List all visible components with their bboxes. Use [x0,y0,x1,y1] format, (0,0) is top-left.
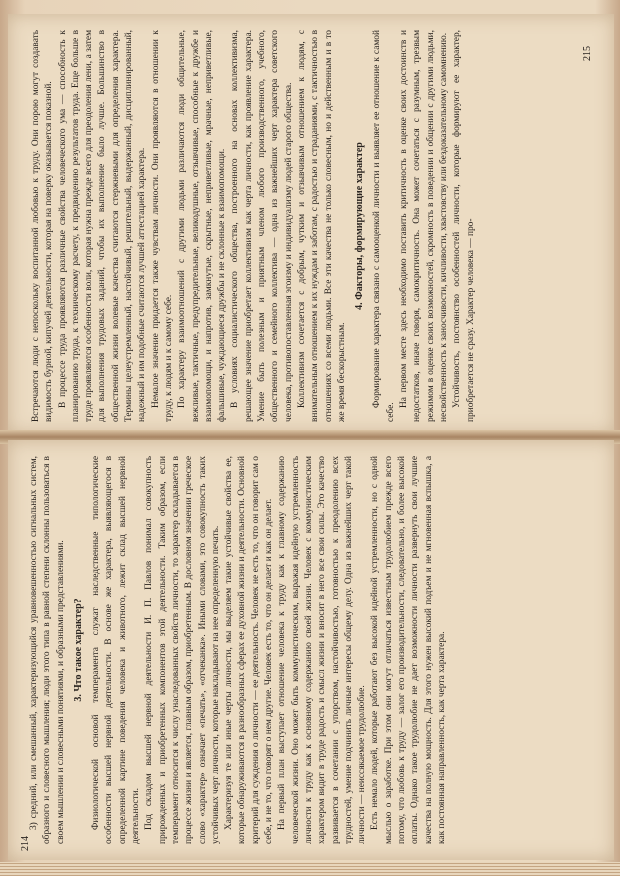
page-number: 214 [20,836,31,851]
paragraph: На первый план выступает отношение человека к труду как к главному содержанию человеческой жизни. Оно может быть коммунистическим, выражая идейную устремленность личности к труду как к основному содержанию своей жизни. Человек с коммунистическим характером видит в труде радость и смысл жизни и вносит в него все свои силы. Это качество развивается в сочетании с упорством, настойчивостью, готовностью к преодолению всех трудностей, умение подчинить личные интересы общему делу. Одна из важнейших черт такой личности — неиссякаемое трудолюбие. [277,456,368,844]
page-number: 215 [582,46,593,61]
page-214 [8,440,614,860]
paragraph: Есть немало людей, которые работают без высокой идейной устремленности, но с одной мыслью о заработке. При этом они могут отличаться известным трудолюбием прежде всего потому, что любовь к труду — залог его производительности, следовательно, и более высокой оплаты. Однако такое трудолюбие не дает возможности личности развернуть свои лучшие качества на полную мощность. Для этого нужен высокий подъем и не мгновенная вспышка, а как постоянная направленность, как черта характера. [370,456,447,844]
paragraph: Характеризуя те или иные черты личности, мы выделяем такие устойчивые свойства ее, которые обнаруживаются в разнообразных сферах ее духовной жизни и деятельности. Основной критерий для суждения о личности — ее деятельность. Человек не есть то, что он говорит сам о себе, и не то, что говорят о нем другие. Человек есть то, что он делает и как он делает. [224,456,275,844]
section-heading: 3. Что такое характер? [72,598,84,702]
page-edges [0,862,620,876]
paragraph: Формирование характера связано с самооценкой личности и выявляет ее отношение к самой себе. [372,30,396,422]
paragraph: В условиях социалистического общества, построенного на основах коллективизма, решающее значение приобретает коллективизм как черта личности, как проявление характера. Умение быть полезным и приятным членом любого производственного, учебного, общественного и семейного коллектива — одна из важнейших черт характера советского человека, противопоставленная эгоизму и индивидуализму людей старого общества. [230,30,294,422]
paragraph: В процессе труда проявляются различные свойства человеческого ума — способность к планированию труда, к техническому расчету, к предвидению результатов труда. Еще больше в труде проявляются особенности воли, которая нужна прежде всего для преодоления лени, а затем для выполнения трудовых заданий, чтобы их выполнение было лучше. Большинство в общественной жизни волевые качества считаются стержневыми для определения характера. Термины целеустремленный, настойчивый, решительный, выдержанный, дисциплинированный, надежный и им подобные считаются лучшей аттестацией характера. [57,30,148,422]
paragraph: 3) средний, или смешанный, характеризующийся уравновешенностью сигнальных систем, образного и словесного мышления; люди этого типа в равной степени склонны пользоваться в своем мышлении и словесными понятиями, и образными представлениями. [29,456,66,844]
paragraph: По характеру взаимоотношений с другими людьми различаются люди общительные, вежливые, тактичные, предупредительные, великодушные, отзывчивые, способные к дружбе и взаимопомощи, и напротив, замкнутые, скрытные, неприветливые, мрачные, неприветливые, фальшивые, чуждающиеся дружбы и не склонные к взаимопомощи. [177,30,228,422]
paragraph: Под складом высшей нервной деятельности И. П. Павлов понимал совокупность прирожденных и приобретенных компонентов этой деятельности. Таким образом, если темперамент относится к числу унаследованных свойств личности, то характер складывается в процессе жизни и является, главным образом, приобретенным. В дословном значении греческое слово «характер» означает «печать», «отчеканка». Иными словами, это совокупность таких устойчивых черт личности, которые накладывают на нее определенную печать. [144,456,221,844]
page-215-text [30,30,478,422]
paragraph: Физиологической основой темперамента служат наследственные типологические особенности высшей нервной деятельности. В основе же характера, выявляющегося в определенной картине поведения человека и животного, лежит склад высшей нервной деятельности. [91,456,142,844]
paragraph: Встречаются люди с непоскольку воспитанной любовью к труду. Они порою могут создавать видимость бурной, кипучей деятельности, которая на поверку оказывается показной. [31,30,55,422]
page-215 [8,14,614,434]
page-214-text [28,456,449,844]
section-heading: 4. Факторы, формирующие характер [354,142,366,310]
paragraph: Немалое значение придается также чувствам личности. Они проявляются в отношении к труду, к людям и к самому себе. [150,30,174,422]
paragraph: На первом месте здесь необходимо поставить критичность в оценке своих достоинств и недостатков, иначе говоря, самокритичность. Она может сочетаться с разумным, трезвым режимом в оценке своих возможностей, скромность в поведении и общении с другими людьми, несвойственность к заносчивости, кичливости, хвастовству или бездоказательному самомнению. [399,30,449,422]
paragraph: Коллективизм сочетается с добрым, чутким и отзывчивым отношением к людям, с внимательным отношением к их нуждам и заботам, с радостью и страданиями, с тактичностью в отношениях со всеми людьми. Все эти качества не только словесным, но и действенным и в то же время бескорыстным. [296,30,347,422]
paragraph: Устойчивость, постоянство особенностей личности, которые формируют ее характер, приобретается не сразу. Характер человека — про- [452,30,476,422]
